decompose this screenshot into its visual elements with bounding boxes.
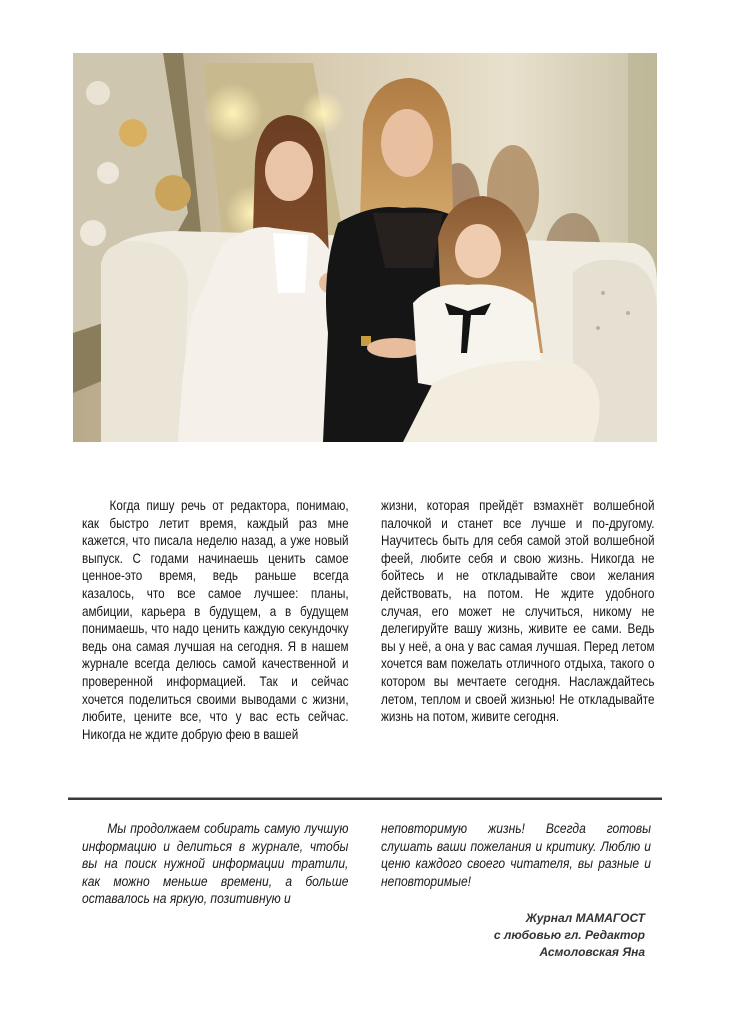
family-portrait-photo — [73, 53, 657, 442]
closing-right-column — [381, 820, 651, 890]
closing-left-text: Мы продолжаем собирать самую лучшую информацию и делиться в журнале, чтобы вы на поиск нужной информации тратили, как можно меньше времени, а больше оставалось на яркую, позитивную и — [82, 821, 349, 907]
editor-signature — [494, 910, 645, 961]
closing-left-column — [82, 820, 348, 908]
section-divider — [68, 797, 662, 800]
signature-name: Асмоловская Яна — [539, 945, 645, 959]
closing-right-text: неповторимую жизнь! Всегда готовы слушать ваши пожелания и критику. Люблю и ценю каждого своего читателя, вы разные и неповторимые! — [381, 821, 651, 889]
signature-role: с любовью гл. Редактор — [493, 928, 645, 942]
photo-illustration — [73, 53, 657, 442]
article-left-column — [82, 497, 349, 743]
signature-magazine: Журнал МАМАГОСТ — [525, 911, 645, 925]
article-right-text: жизни, которая прейдёт взмахнёт волшебной палочкой и станет все лучше и по-другому. Научитесь быть для себя самой этой волшебной феей, любите себя и свою жизнь. Никогда не бойтесь и не откладывайте свои желания действовать, на потом. Не ждите удобного случая, его может не случиться, никому не делегируйте вашу жизнь, живите ее сами. Ведь вы у неё, а она у вас самая лучшая. Перед летом хочется вам пожелать отличного отдыха, такого о котором вы мечтаете сегодня. Наслаждайтесь летом, теплом и своей жизнью! Не откладывайте жизнь на потом, живите сегодня. — [381, 498, 655, 725]
article-right-column — [381, 497, 654, 726]
article-left-text: Когда пишу речь от редактора, понимаю, как быстро летит время, каждый раз мне кажется, что писала неделю назад, а уже новый выпуск. С годами начинаешь ценить самое ценное-это время, ведь раньше всегда казалось, что все самое лучшее: планы, амбиции, карьера в будущем, а в будущем понимаешь, что надо ценить каждую секундочку ведь она самая лучшая на сегодня. Я в нашем журнале всегда делюсь самой качественной и проверенной информацией. Так и сейчас хочется поделиться своими выводами с жизни, любите, цените все, что у вас есть сейчас. Никогда не ждите добрую фею в вашей — [82, 498, 349, 742]
